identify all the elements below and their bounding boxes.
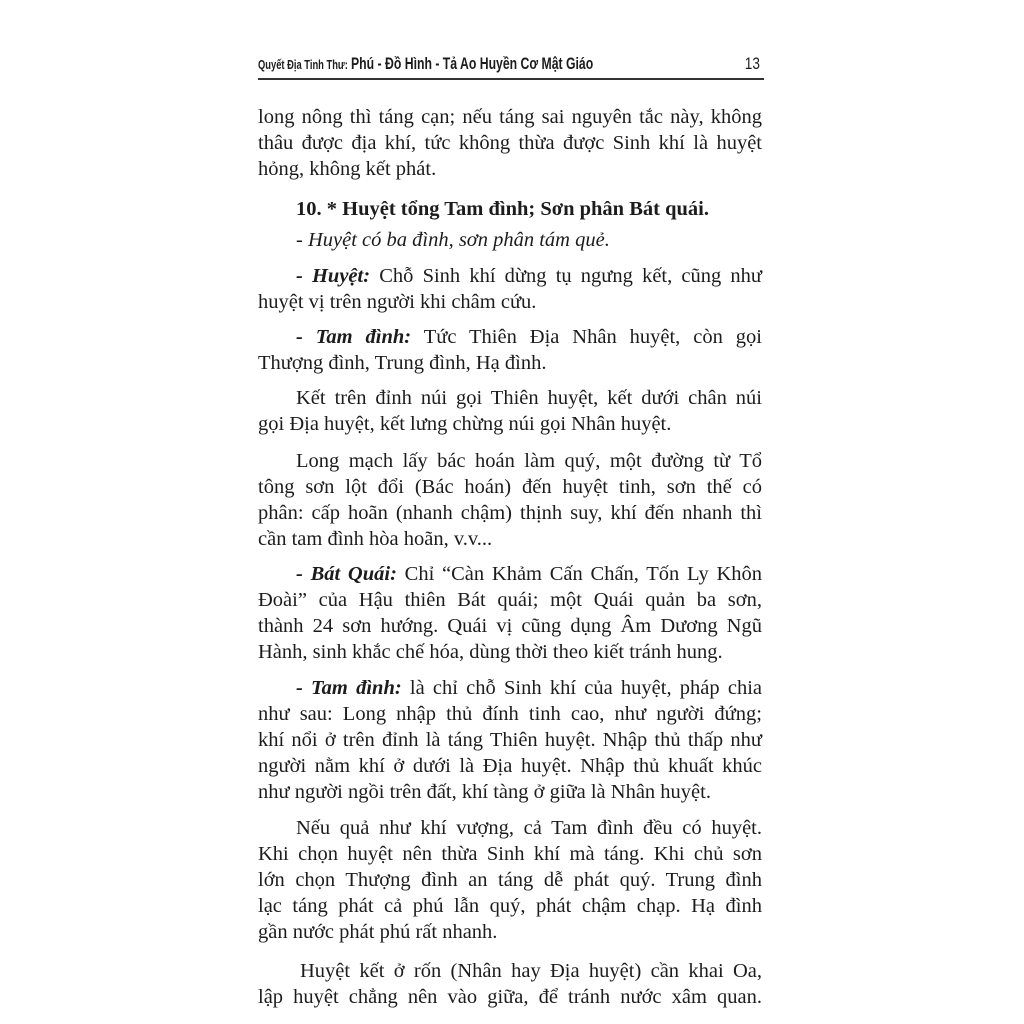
text-line: cần tam đình hòa hoãn, v.v... [258, 528, 493, 550]
text-line: lạc táng phát cả phú lẫn quý, phát chậm chạp. Hạ đình [258, 895, 762, 917]
paragraph-huyet [258, 263, 762, 315]
paragraph-tam-dinh [258, 324, 762, 376]
paragraph [258, 385, 762, 437]
paragraph-bat-quai [258, 561, 762, 665]
text-line: hỏng, không kết phát. [258, 158, 437, 180]
term-label: - Tam đình: [296, 326, 412, 348]
text-line: Nếu quả như khí vượng, cả Tam đình đều có huyệt. [296, 817, 762, 839]
paragraph [258, 104, 762, 182]
text-line: tông sơn lột đổi (Bác hoán) đến huyệt tinh, sơn thế có [258, 476, 762, 498]
paragraph [258, 448, 762, 552]
text-line: Long mạch lấy bác hoán làm quý, một đường từ Tổ [296, 450, 762, 472]
text-line: là chỉ chỗ Sinh khí của huyệt, pháp chia [409, 677, 762, 699]
term-label: - Tam đình: [296, 677, 402, 699]
text-line: gần nước phát phú rất nhanh. [258, 921, 498, 943]
text-line: Thượng đình, Trung đình, Hạ đình. [258, 352, 547, 374]
text-line: thâu được địa khí, tức không thừa được Sinh khí là huyệt [258, 132, 762, 154]
text-line: Hành, sinh khắc chế hóa, dùng thời theo kiết tránh hung. [258, 641, 723, 663]
section-heading [258, 196, 762, 222]
text-line: phân: cấp hoãn (nhanh chậm) thịnh suy, khí đến nhanh thì [258, 502, 762, 524]
text-line: thành 24 sơn hướng. Quái vị cũng dụng Âm Dương Ngũ [258, 615, 762, 637]
text-line: gọi Địa huyệt, kết lưng chừng núi gọi Nhân huyệt. [258, 413, 672, 435]
text-line: Chỗ Sinh khí dừng tụ ngưng kết, cũng như [379, 265, 763, 287]
paragraph-tam-dinh-2 [258, 675, 762, 805]
paragraph [258, 815, 762, 945]
text-line: long nông thì táng cạn; nếu táng sai nguyên tắc này, không [258, 106, 762, 128]
running-header [258, 52, 764, 80]
paragraph [258, 958, 762, 1010]
book-title [258, 54, 593, 74]
text-line: Chỉ “Càn Khảm Cấn Chấn, Tốn Ly Khôn [404, 563, 762, 585]
text-line: như sau: Long nhập thủ đính tinh cao, như người đứng; [258, 703, 762, 725]
text-line: Huyệt kết ở rốn (Nhân hay Địa huyệt) cần khai Oa, [300, 960, 762, 982]
text-line: - Huyệt có ba đình, sơn phân tám quẻ. [296, 229, 610, 251]
text-line: Đoài” của Hậu thiên Bát quái; một Quái quản ba sơn, [258, 589, 762, 611]
title-prefix: Quyết Địa Tinh Thư: [258, 57, 348, 72]
text-line: Tức Thiên Địa Nhân huyệt, còn gọi [423, 326, 762, 348]
title-main: Phú - Đồ Hình - Tả Ao Huyền Cơ Mật Giáo [351, 54, 594, 73]
term-label: - Bát Quái: [296, 563, 397, 585]
text-line: như người ngồi trên đất, khí tàng ở giữa là Nhân huyệt. [258, 781, 711, 803]
text-line: Khi chọn huyệt nên thừa Sinh khí mà táng. Khi chủ sơn [258, 843, 762, 865]
heading-text: 10. * Huyệt tổng Tam đình; Sơn phân Bát quái. [296, 198, 709, 220]
page-number: 13 [744, 54, 760, 73]
subtitle [258, 227, 762, 253]
text-line: huyệt vị trên người khi châm cứu. [258, 291, 537, 313]
text-line: người nằm khí ở dưới là Địa huyệt. Nhập thủ khuất khúc [258, 755, 762, 777]
text-line: Kết trên đỉnh núi gọi Thiên huyệt, kết dưới chân núi [296, 387, 762, 409]
text-line: lớn chọn Thượng đình an táng dễ phát quý. Trung đình [258, 869, 762, 891]
text-line: khí nổi ở trên đỉnh là táng Thiên huyệt. Nhập thủ thấp như [258, 729, 762, 751]
term-label: - Huyệt: [296, 265, 371, 287]
text-line: lập huyệt chẳng nên vào giữa, để tránh nước xâm quan. [258, 986, 762, 1008]
